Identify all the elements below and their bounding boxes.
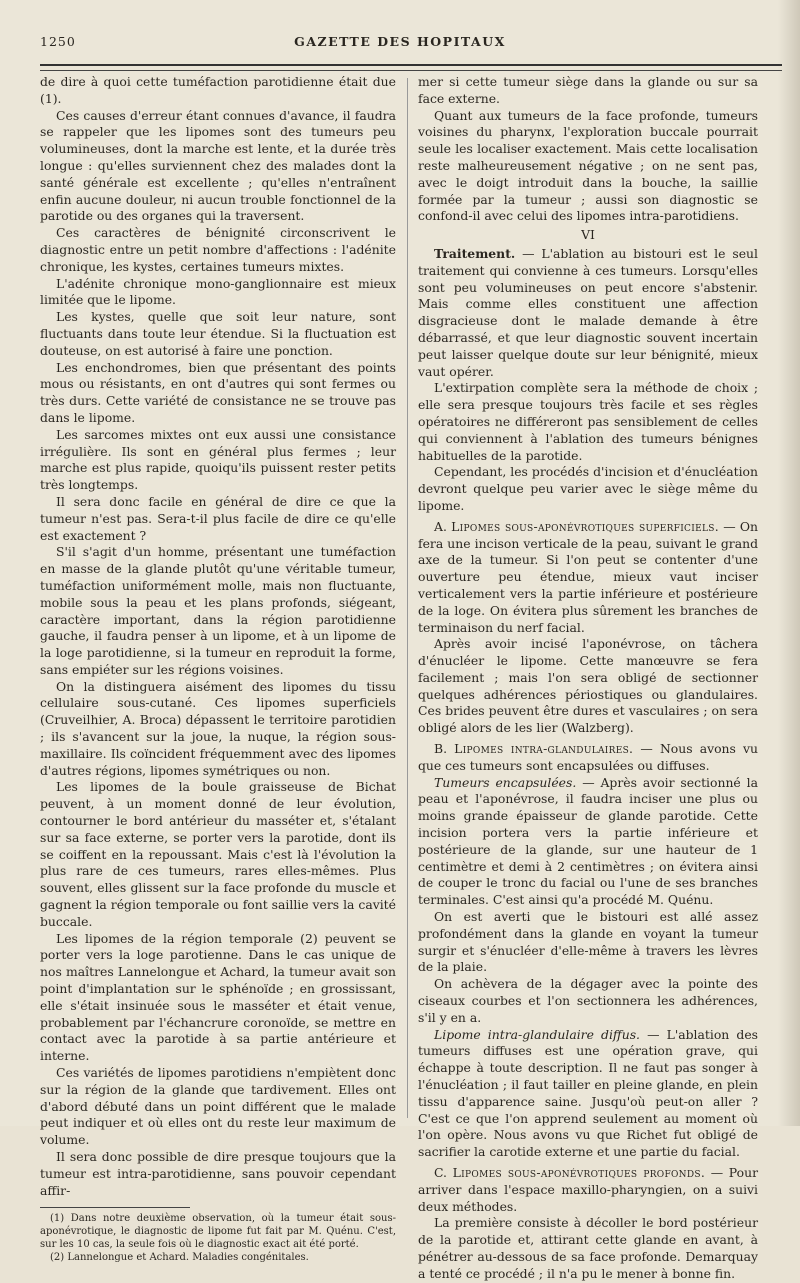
page-edge-shadow xyxy=(778,0,800,1126)
left-column xyxy=(40,74,396,1264)
page-number: 1250 xyxy=(40,34,76,49)
paragraph: Ces caractères de bénignité circonscrivent le diagnostic entre un petit nombre d'affections : l'adénite chronique, les kystes, certaines tumeurs mixtes. xyxy=(40,225,396,274)
diffuse-text: — L'ablation des tumeurs diffuses est une opération grave, qui échappe à toute description. Il ne faut pas songer à l'énucléation ; il faut tailler en pleine glande, en plein tissu d'apparence saine. Jusqu'où peut-on aller ? C'est ce que l'on apprend seulement au moment où l'on opère. Nous avons vu que Richet fut obligé de sacrifier la carotide externe et une partie du facial. xyxy=(418,1026,759,1160)
diffuse-heading: Lipome intra-glandulaire diffus. xyxy=(434,1026,640,1042)
paragraph: Les enchondromes, bien que présentant des points mous ou résistants, en ont d'autres qui sont fermes ou très durs. Cette variété de consistance ne se trouve pas dans le lipome. xyxy=(40,359,396,425)
paragraph: La première consiste à décoller le bord postérieur de la parotide et, attirant cette glande en avant, à pénétrer au-dessous de sa face profonde. Demarquay a tenté ce procédé ; il n'a pu le mener à bonne fin. xyxy=(418,1215,758,1281)
page-header xyxy=(40,34,760,56)
footnote: (2) Lannelongue et Achard. Maladies congénitales. xyxy=(50,1252,309,1264)
subsection-c xyxy=(418,1165,758,1215)
treatment-text: — L'ablation au bistouri est le seul traitement qui convienne à ces tumeurs. Lorsqu'elles sont peu volumineuses on peut encore s'abstenir. Mais comme elles constituent une affection disgracieuse dont le malade demande à être débarrassé, et que leur diagnostic souvent incertain peut laisser quelque doute sur leur bénignité, mieux vaut opérer. xyxy=(418,245,758,379)
subsection-a-heading: Lipomes sous-aponévrotiques superficiels. xyxy=(451,518,719,534)
paragraph: On est averti que le bistouri est allé assez profondément dans la glande en voyant la tumeur surgir et s'énucléer d'elle-même à travers les lèvres de la plaie. xyxy=(418,909,758,975)
subsection-b-heading: Lipomes intra-glandulaires. xyxy=(454,741,634,757)
paragraph: Les sarcomes mixtes ont eux aussi une consistance irrégulière. Ils sont en général plus fermes ; leur marche est plus rapide, quoiqu'ils puissent rester petits très longtemps. xyxy=(40,426,396,493)
paragraph: Ces causes d'erreur étant connues d'avance, il faudra se rappeler que les lipomes sont des tumeurs peu volumineuses, dont la marche est lente, et la durée très longue : qu'elles surviennent chez des malades dont la santé générale est excellente ; qu'elles n'entraînent enfin aucune douleur, ni aucun trouble fonctionnel de la parotide ou des organes qui la traversent. xyxy=(40,107,396,224)
subsection-c-text: — Pour arriver dans l'espace maxillo-pharyngien, on a suivi deux méthodes. xyxy=(418,1165,759,1214)
paragraph: L'adénite chronique mono-ganglionnaire est mieux limitée que le lipome. xyxy=(40,275,396,308)
section-number: VI xyxy=(581,227,595,243)
paragraph: Les kystes, quelle que soit leur nature, sont fluctuants dans toute leur étendue. Si la fluctuation est douteuse, on est autorisé à faire une ponction. xyxy=(40,309,396,358)
diffuse-paragraph xyxy=(418,1027,758,1161)
paragraph: Après avoir incisé l'aponévrose, on tâchera d'énucléer le lipome. Cette manœuvre se fera facilement ; mais l'on sera obligé de sectionner quelques adhérences périostiques ou glandulaires. Ces brides peuvent être dures et vasculaires ; on sera obligé alors de les lier (Walzberg). xyxy=(418,636,758,736)
paragraph: Les lipomes de la région temporale (2) peuvent se porter vers la loge parotienne. Dans le cas unique de nos maîtres Lannelongue et Achard, la tumeur avait son point d'implantation sur le sphénoïde ; en grossissant, elle s'était insinuée sous le masséter et était venue, probablement par l'échancrure coronoïde, se mettre en contact avec la parotide à sa partie antérieure et interne. xyxy=(40,930,396,1064)
subsection-a-text: — On fera une incison verticale de la peau, suivant le grand axe de la tumeur. Si l'on peut se contenter d'une ouverture peu étendue, mieux vaut inciser verticalement vers la partie inférieure et postérieure de la loge. On évitera plus sûrement les branches de terminaison du nerf facial. xyxy=(418,518,759,635)
subsection-b-text: — Nous avons vu que ces tumeurs sont encapsulées ou diffuses. xyxy=(418,741,758,773)
footnotes xyxy=(40,1212,396,1264)
subsection-a xyxy=(418,519,758,637)
header-rule xyxy=(40,64,782,66)
subsection-c-heading: Lipomes sous-aponévrotiques profonds. xyxy=(452,1165,706,1180)
footnote-rule xyxy=(40,1207,190,1208)
paragraph: Les lipomes de la boule graisseuse de Bichat peuvent, à un moment donné de leur évolution, contourner le bord antérieur du masséter et, s'étalant sur sa face externe, se porter vers la parotide, dont ils se coiffent en la repoussant. Mais c'est là l'évolution la plus rare de ces tumeurs, rares elles-mêmes. Plus souvent, elles glissent sur la face profonde du muscle et gagnent la région temporale ou font saillie vers la cavité buccale. xyxy=(40,779,396,929)
subsection-b-label: B. xyxy=(434,741,455,757)
footnote: (1) Dans notre deuxième observation, où la tumeur était sous-aponévrotique, le diagnostic de lipome fut fait par M. Quénu. C'est, sur les 10 cas, la seule fois où le diagnostic exact ait été porté. xyxy=(40,1213,396,1251)
paragraph: de dire à quoi cette tuméfaction parotidienne était due (1). xyxy=(40,74,396,106)
paragraph: Ces variétés de lipomes parotidiens n'empiètent donc sur la région de la glande que tardivement. Elles ont d'abord débuté dans un point différent que le malade peut indiquer et où elles ont du reste leur maximum de volume. xyxy=(40,1065,396,1148)
treatment-heading: Traitement. xyxy=(434,245,516,261)
paragraph: L'extirpation complète sera la méthode de choix ; elle sera presque toujours très facile et ses règles opératoires ne différeront pas sensiblement de celles qui conviennent à l'ablation des tumeurs bénignes habituelles de la parotide. xyxy=(418,380,758,463)
paragraph: Il sera donc possible de dire presque toujours que la tumeur est intra-parotidienne, sans pouvoir cependant affir- xyxy=(40,1149,396,1198)
column-separator xyxy=(407,78,408,1118)
journal-title: GAZETTE DES HOPITAUX xyxy=(294,34,506,49)
paragraph: On la distinguera aisément des lipomes du tissu cellulaire sous-cutané. Ces lipomes superficiels (Cruveilhier, A. Broca) dépassent le territoire parotidien ; ils s'avancent sur la joue, la nuque, la région sous-maxillaire. Ils coïncident fréquemment avec des lipomes d'autres régions, lipomes symétriques ou non. xyxy=(40,678,396,778)
paragraph: On achèvera de la dégager avec la pointe des ciseaux courbes et l'on sectionnera les adhérences, s'il y en a. xyxy=(418,976,758,1025)
subsection-a-label: A. xyxy=(434,518,452,534)
encapsulated-paragraph xyxy=(418,775,758,909)
paragraph: S'il s'agit d'un homme, présentant une tuméfaction en masse de la glande plutôt qu'une véritable tumeur, tuméfaction uniformément molle, mais non fluctuante, mobile sous la peau et les plans profonds, siégeant, caractère important, dans la région parotidienne gauche, il faudra penser à un lipome, et à un lipome de la loge parotidienne, si la tumeur en reproduit la forme, sans empiéter sur les régions voisines. xyxy=(40,544,396,677)
paragraph: Cependant, les procédés d'incision et d'énucléation devront quelque peu varier avec le siège même du lipome. xyxy=(418,464,758,513)
subsection-c-label: C. xyxy=(434,1165,453,1180)
paragraph: mer si cette tumeur siège dans la glande ou sur sa face externe. xyxy=(418,74,758,106)
encapsulated-text: — Après avoir sectionné la peau et l'aponévrose, il faudra inciser une plus ou moins grande épaisseur de glande parotide. Cette incision portera vers la partie inférieure et postérieure de la glande, sur une hauteur de 1 centimètre et demi à 2 centimètres ; on évitera ainsi de couper le tronc du facial ou l'une de ses branches terminales. C'est ainsi qu'a procédé M. Quénu. xyxy=(418,774,758,908)
subsection-b xyxy=(418,741,758,775)
encapsulated-heading: Tumeurs encapsulées. xyxy=(434,774,577,790)
treatment-paragraph xyxy=(418,246,758,380)
header-rule-thin xyxy=(40,70,782,71)
right-column xyxy=(418,74,758,1283)
paragraph: Il sera donc facile en général de dire ce que la tumeur n'est pas. Sera-t-il plus facile de dire ce qu'elle est exactement ? xyxy=(40,493,396,543)
paragraph: Quant aux tumeurs de la face profonde, tumeurs voisines du pharynx, l'exploration buccale pourrait seule les localiser exactement. Mais cette localisation reste malheureusement négative ; on ne sent pas, avec le doigt introduit dans la bouche, la saillie formée par la tumeur ; aussi son diagnostic se confond-il avec celui des lipomes intra-parotidiens. xyxy=(418,107,758,224)
